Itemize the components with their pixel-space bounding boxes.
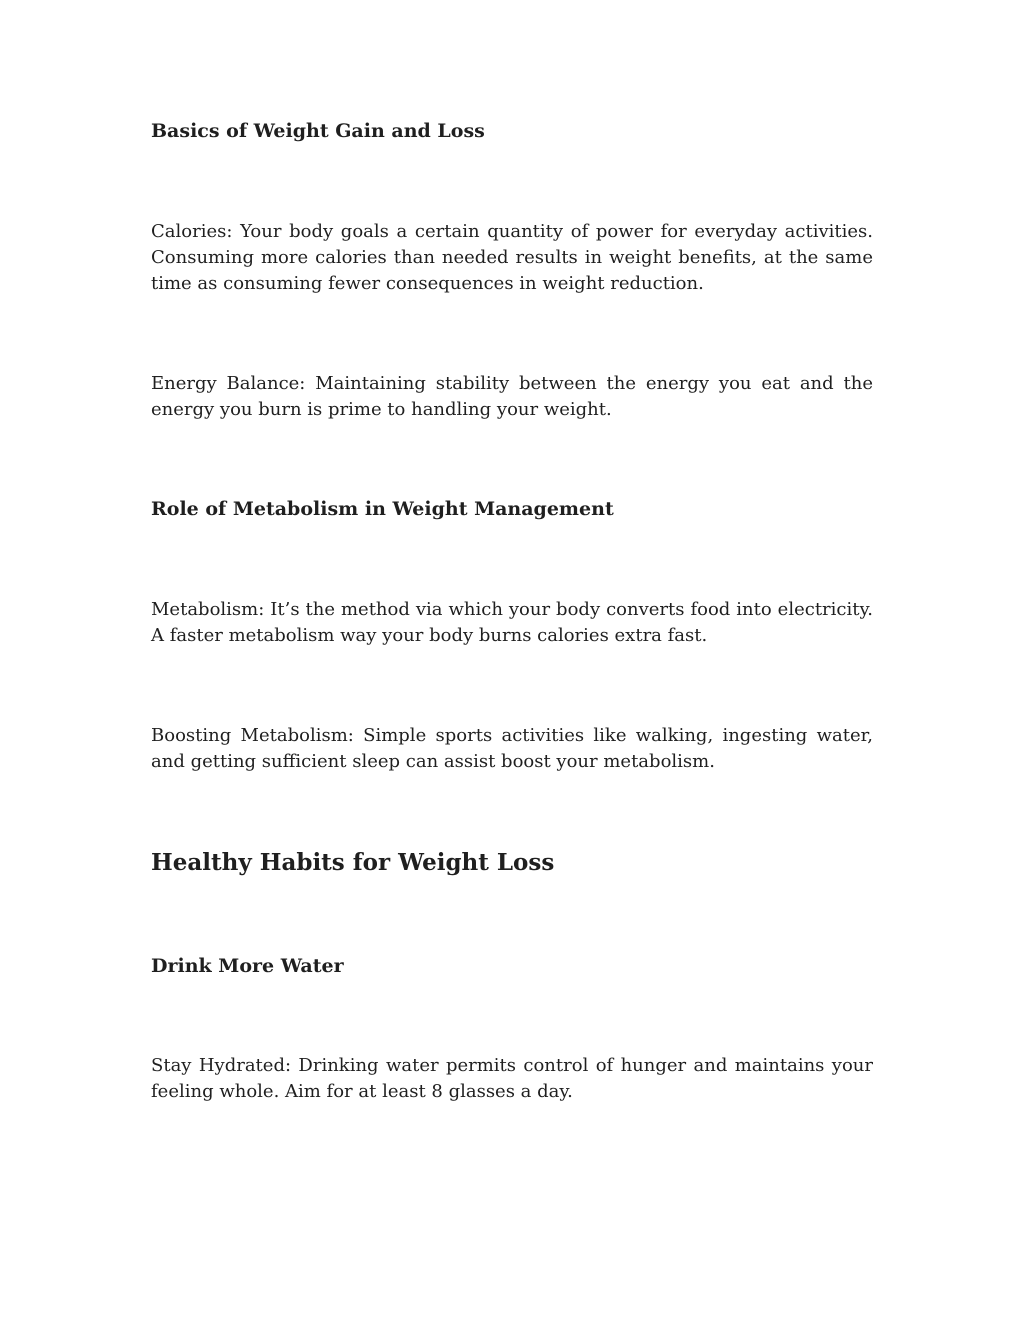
drink-water-heading: Drink More Water xyxy=(151,955,344,977)
basics-heading: Basics of Weight Gain and Loss xyxy=(151,120,485,142)
metabolism-heading: Role of Metabolism in Weight Management xyxy=(151,498,614,520)
boosting-metabolism-paragraph: Boosting Metabolism: Simple sports activities like walking, ingesting water, and getting sufficient sleep can assist boost your metabolism. xyxy=(151,725,873,773)
healthy-habits-heading: Healthy Habits for Weight Loss xyxy=(151,849,555,876)
hydration-paragraph: Stay Hydrated: Drinking water permits control of hunger and maintains your feeling whole. Aim for at least 8 glasses a day. xyxy=(151,1055,873,1103)
calories-paragraph: Calories: Your body goals a certain quantity of power for everyday activities. Consuming more calories than needed results in weight benefits, at the same time as consuming fewer consequences in weight reduction. xyxy=(151,221,873,295)
energy-balance-paragraph: Energy Balance: Maintaining stability between the energy you eat and the energy you burn is prime to handling your weight. xyxy=(151,373,873,421)
metabolism-paragraph: Metabolism: It’s the method via which your body converts food into electricity. A faster metabolism way your body burns calories extra fast. xyxy=(151,599,873,647)
